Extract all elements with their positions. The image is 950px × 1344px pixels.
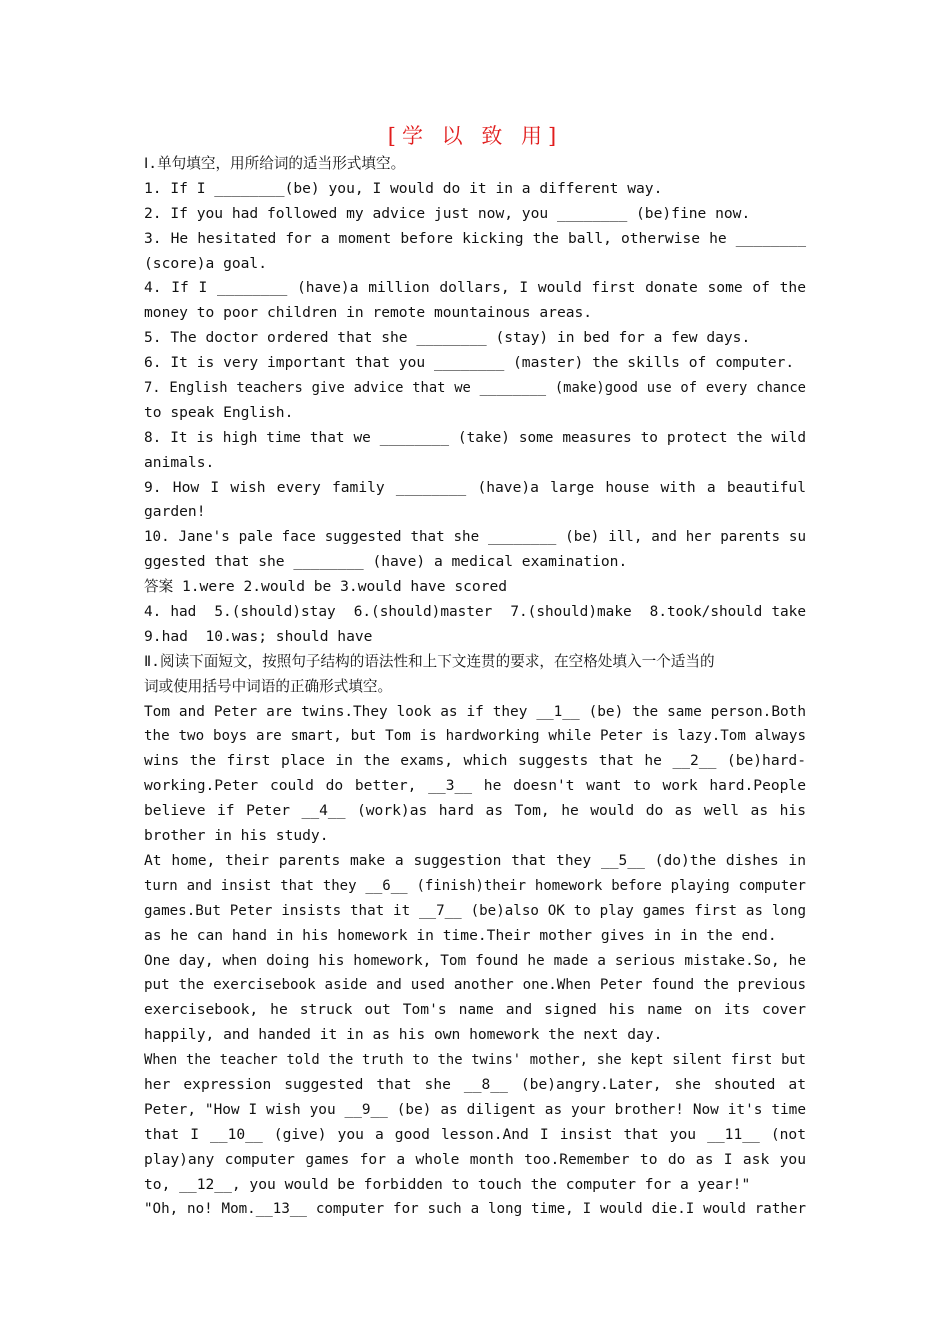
text-line: to, __12__, you would be forbidden to touch the computer for a year!" [144,1175,751,1193]
answer-line: 4. had 5.(should)stay 6.(should)master 7.(should)make 8.took/should take [144,604,806,621]
exercise-body [144,152,806,1222]
text-line: 5. The doctor ordered that she ________ (stay) in bed for a few days. [144,329,751,347]
text-line: garden! [144,503,206,521]
text-line: games.But Peter insists that it __7__ (be)also OK to play games first as long [144,902,806,919]
text-line: as he can hand in his homework in time.Their mother gives in in the end. [144,926,777,944]
text-line: "Oh, no! Mom.__13__ computer for such a long time, I would die.I would rather [144,1201,806,1218]
text-line: happily, and handed it in as his own homework the next day. [144,1026,663,1044]
text-line: At home, their parents make a suggestion that they __5__ (do)the dishes in [144,851,806,869]
page-title: [学 以 致 用] [387,124,563,148]
text-line: her expression suggested that she __8__ (be)angry.Later, she shouted at [144,1075,806,1093]
text-line: When the teacher told the truth to the twins' mother, she kept silent first but [144,1052,806,1069]
text-line: to speak English. [144,403,294,421]
text-line: 6. It is very important that you ________ (master) the skills of computer. [144,354,795,372]
section-heading: Ⅰ.单句填空，用所给词的适当形式填空。 [144,155,406,172]
text-line: 9. How I wish every family ________ (have)a large house with a beautiful [144,478,806,496]
text-line: turn and insist that they __6__ (finish)their homework before playing computer [144,877,806,894]
text-line: play)any computer games for a whole month too.Remember to do as I ask you [144,1150,806,1168]
text-line: (score)a goal. [144,254,268,272]
text-line: 4. If I ________ (have)a million dollars, I would first donate some of the [144,279,806,297]
text-line: 3. He hesitated for a moment before kicking the ball, otherwise he ________ [144,229,806,247]
text-line: brother in his study. [144,827,329,845]
text-line: animals. [144,453,215,471]
text-line: One day, when doing his homework, Tom found he made a serious mistake.So, he [144,952,806,969]
section-heading: 词或使用括号中词语的正确形式填空。 [144,677,393,695]
section-heading: Ⅱ.阅读下面短文，按照句子结构的语法性和上下文连贯的要求，在空格处填入一个适当的 [144,652,715,670]
answer-line: 9.had 10.was; should have [144,627,373,645]
text-line: 10. Jane's pale face suggested that she ________ (be) ill, and her parents su [144,529,806,546]
text-line: Peter, "How I wish you __9__ (be) as diligent as your brother! Now it's time [144,1101,806,1118]
text-line: working.Peter could do better, __3__ he doesn't want to work hard.People [144,777,806,795]
text-line: wins the first place in the exams, which suggests that he __2__ (be)hard- [144,752,806,770]
text-line: believe if Peter __4__ (work)as hard as Tom, he would do as well as his [144,802,806,820]
text-line: that I __10__ (give) you a good lesson.And I insist that you __11__ (not [144,1125,806,1143]
text-line: exercisebook, he struck out Tom's name and signed his name on its cover [144,1001,806,1019]
answer-line: 答案 1.were 2.would be 3.would have scored [144,578,508,596]
text-line: 7. English teachers give advice that we ________ (make)good use of every chance [144,380,806,397]
text-line: 8. It is high time that we ________ (take) some measures to protect the wild [144,429,806,446]
text-line: ggested that she ________ (have) a medical examination. [144,553,628,571]
text-line: put the exercisebook aside and used another one.When Peter found the previous [144,977,806,994]
text-line: money to poor children in remote mountainous areas. [144,304,593,322]
text-line: 2. If you had followed my advice just now, you ________ (be)fine now. [144,204,751,222]
text-line: the two boys are smart, but Tom is hardworking while Peter is lazy.Tom always [144,728,806,745]
text-line: 1. If I ________(be) you, I would do it in a different way. [144,179,663,197]
text-line: Tom and Peter are twins.They look as if they __1__ (be) the same person.Both [144,703,806,720]
